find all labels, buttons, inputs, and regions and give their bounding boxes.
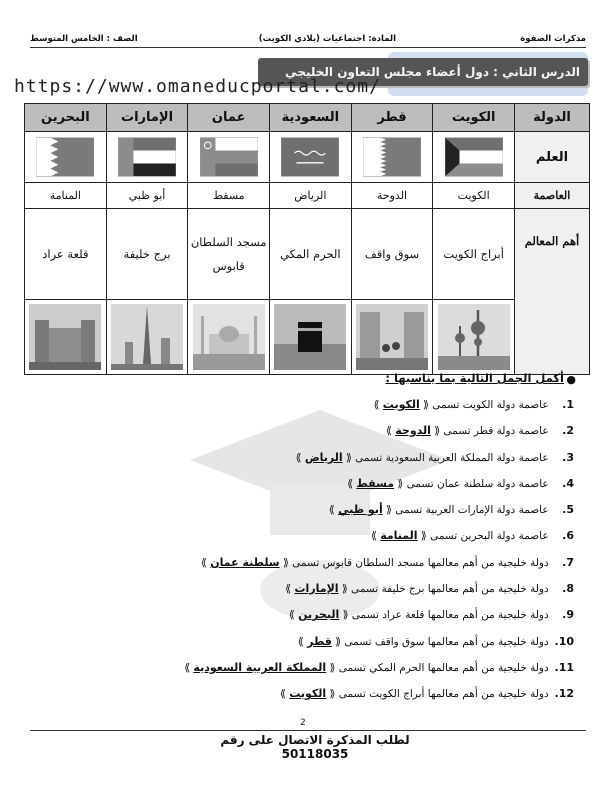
list-item: 11. دولة خليجية من أهم معالمها الحرم المكي تسمى ⟪ المملكة العربية السعودية ⟫ <box>184 660 574 674</box>
capital-cell: الدوحة <box>351 183 433 209</box>
list-item: 1. عاصمة دولة الكويت تسمى ⟪ الكويت ⟫ <box>373 398 574 411</box>
landmark-cell: الحرم المكي <box>270 209 352 300</box>
footer-divider <box>30 730 586 731</box>
list-item: 10. دولة خليجية من أهم معالمها سوق واقف تسمى ⟪ قطر ⟫ <box>297 634 574 648</box>
answer: المنامة <box>380 529 418 543</box>
list-item: 2. عاصمة دولة قطر تسمى ⟪ الدوحة ⟫ <box>386 424 574 438</box>
list-item: 12. دولة خليجية من أهم معالمها أبراج الكويت تسمى ⟪ الكويت ⟫ <box>280 687 574 701</box>
answer: الدوحة <box>395 424 431 438</box>
capital-cell: مسقط <box>188 183 270 209</box>
row-label-capital: العاصمة <box>515 183 590 209</box>
list-item: 9. دولة خليجية من أهم معالمها قلعة عراد تسمى ⟪ البحرين ⟫ <box>288 608 574 622</box>
flag-bahrain <box>25 132 107 183</box>
sultan-qaboos-mosque-photo <box>193 304 265 370</box>
flag-saudi <box>270 132 352 183</box>
landmark-cell: برج خليفة <box>106 209 188 300</box>
capital-cell: المنامة <box>25 183 107 209</box>
photo-souq-waqif <box>351 300 433 375</box>
row-label-landmarks: أهم المعالم <box>515 209 590 375</box>
answer: مسقط <box>356 476 395 490</box>
answer: الإمارات <box>294 582 339 596</box>
answer: المملكة العربية السعودية <box>193 660 327 674</box>
exercise-title: أكمل الجمل التالية بما يناسبها : <box>385 371 564 385</box>
col-header-label: الدولة <box>515 104 590 132</box>
country-name: البحرين <box>25 104 107 132</box>
landmark-cell: سوق واقف <box>351 209 433 300</box>
arad-fort-photo <box>29 304 101 370</box>
list-item: 6. عاصمة دولة البحرين تسمى ⟪ المنامة ⟫ <box>371 529 574 543</box>
capital-cell: الكويت <box>433 183 515 209</box>
souq-waqif-photo <box>356 304 428 370</box>
photo-masjid-haram <box>270 300 352 375</box>
answer: البحرين <box>298 608 340 622</box>
answer: الكويت <box>382 398 420 411</box>
bahrain-flag-icon <box>36 137 94 177</box>
list-item: 4. عاصمة دولة سلطنة عمان تسمى ⟪ مسقط ⟫ <box>347 476 574 490</box>
flag-uae <box>106 132 188 183</box>
header-grade: الصف : الخامس المتوسط <box>30 34 138 44</box>
kuwait-towers-photo <box>438 304 510 370</box>
landmark-cell: قلعة عراد <box>25 209 107 300</box>
landmark-cell: أبراج الكويت <box>433 209 515 300</box>
list-item: 5. عاصمة دولة الإمارات العربية تسمى ⟪ أبو ظبي ⟫ <box>328 503 574 517</box>
answer: أبو ظبي <box>338 503 383 517</box>
flag-oman <box>188 132 270 183</box>
country-name: الكويت <box>433 104 515 132</box>
lesson-title: الدرس الثاني : دول أعضاء مجلس التعاون الخليجي <box>258 58 588 86</box>
qatar-flag-icon <box>363 137 421 177</box>
uae-flag-icon <box>118 137 176 177</box>
country-name: الإمارات <box>106 104 188 132</box>
country-name: قطر <box>351 104 433 132</box>
list-item: 7. دولة خليجية من أهم معالمها مسجد السلطان قابوس تسمى ⟪ سلطنة عمان ⟫ <box>201 555 574 569</box>
header-series: مذكرات الصفوة <box>520 34 586 44</box>
answer: قطر <box>307 634 332 648</box>
page-header <box>30 34 586 48</box>
capital-cell: الرياض <box>270 183 352 209</box>
answer: الرياض <box>304 450 343 464</box>
gcc-countries-table <box>24 103 590 375</box>
photo-sultan-qaboos-mosque <box>188 300 270 375</box>
saudi-flag-icon <box>281 137 339 177</box>
masjid-haram-photo <box>274 304 346 370</box>
row-label-flag: العلم <box>515 132 590 183</box>
flag-kuwait <box>433 132 515 183</box>
list-item: 8. دولة خليجية من أهم معالمها برج خليفة تسمى ⟪ الإمارات ⟫ <box>285 582 574 596</box>
answer: الكويت <box>289 687 327 701</box>
source-url[interactable]: https://www.omaneducportal.com/ <box>14 76 381 97</box>
capital-cell: أبو ظبي <box>106 183 188 209</box>
list-item: 3. عاصمة دولة المملكة العربية السعودية تسمى ⟪ الرياض ⟫ <box>295 450 574 464</box>
bullet-icon: ● <box>566 373 576 386</box>
header-subject: المادة: اجتماعيات (بلادي الكويت) <box>258 34 396 44</box>
flag-qatar <box>351 132 433 183</box>
photo-burj-khalifa <box>106 300 188 375</box>
burj-khalifa-photo <box>111 304 183 370</box>
footer-contact: لطلب المذكرة الاتصال على رقم 50118035 <box>220 733 410 761</box>
oman-flag-icon <box>200 137 258 177</box>
country-name: عمان <box>188 104 270 132</box>
exercise-list <box>54 398 574 714</box>
photo-arad-fort <box>25 300 107 375</box>
header-divider <box>30 47 586 48</box>
answer: سلطنة عمان <box>210 555 280 569</box>
page-number: 2 <box>300 718 306 728</box>
country-name: السعودية <box>270 104 352 132</box>
landmark-cell: مسجد السلطان قابوس <box>188 209 270 300</box>
kuwait-flag-icon <box>445 137 503 177</box>
photo-kuwait-towers <box>433 300 515 375</box>
